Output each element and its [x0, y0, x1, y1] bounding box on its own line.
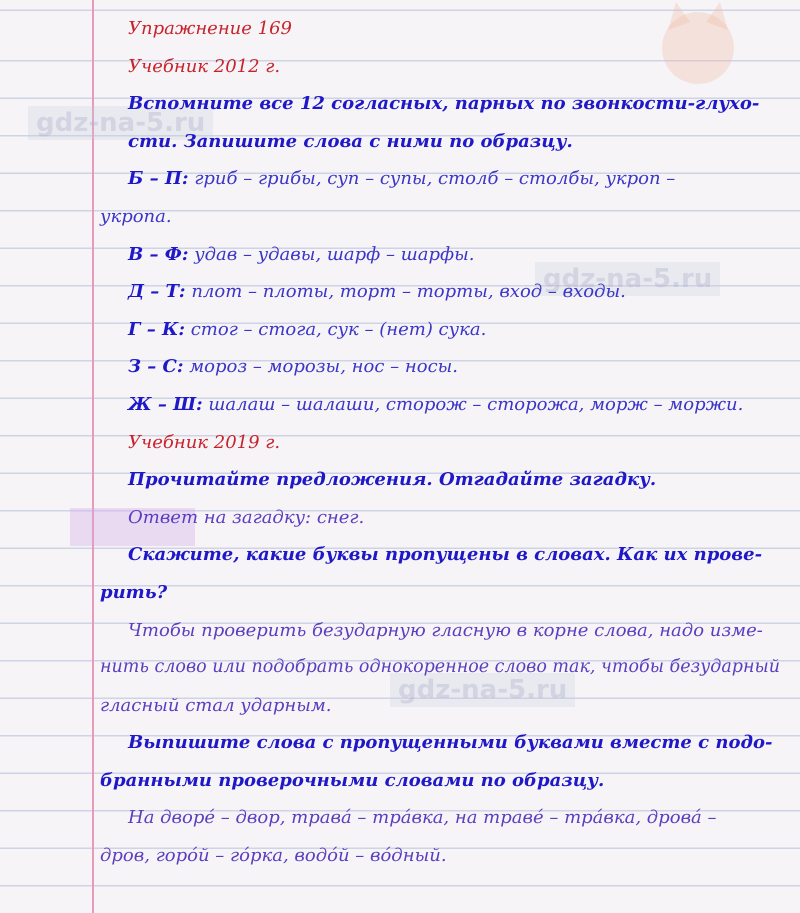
explanation-line-3: гласный стал ударным. — [100, 694, 332, 716]
task-3-line-1: Скажите, какие буквы пропущены в словах. Как их прове- — [128, 544, 763, 566]
task-1-line-2: сти. Запишите слова с ними по образцу. — [128, 130, 573, 152]
pair-row-zh-sh — [128, 386, 792, 424]
pair-row-b-p — [128, 160, 792, 198]
pair-label: В – Ф: — [128, 243, 189, 265]
pair-words: стог – стога, сук – (нет) сука. — [190, 318, 487, 340]
pair-words: шалаш – шалаши, сторож – сторожа, морж – моржи. — [208, 393, 744, 415]
pair-row-b-p-continued — [100, 198, 792, 236]
explanation-line-1: Чтобы проверить безударную гласную в корне слова, надо изме- — [128, 619, 763, 641]
riddle-answer: Ответ на загадку: снег. — [128, 506, 365, 528]
pair-label: Ж – Ш: — [128, 393, 203, 415]
pair-label: Д – Т: — [128, 281, 186, 303]
task-4-line-2: бранными проверочными словами по образцу. — [100, 769, 605, 791]
watermark: gdz-na-5.ru — [535, 262, 720, 296]
task-2: Прочитайте предложения. Отгадайте загадку. — [128, 469, 657, 491]
pair-row-z-s — [128, 348, 792, 386]
task-1-line-1: Вспомните все 12 согласных, парных по звонкости-глухо- — [128, 93, 760, 115]
pair-label: Б – П: — [128, 168, 189, 190]
textbook-2019-label: Учебник 2019 г. — [128, 431, 281, 453]
examples-line-2: дров, горо́й – го́рка, водо́й – во́дный. — [100, 845, 447, 867]
pair-row-g-k — [128, 311, 792, 349]
task-4-line-1: Выпишите слова с пропущенными буквами вместе с подо- — [128, 732, 773, 754]
pair-words: гриб – грибы, суп – супы, столб – столбы, укроп – — [194, 168, 676, 190]
pair-words: плот – плоты, торт – торты, вход – входы. — [191, 281, 626, 303]
pair-words-continued: укропа. — [100, 205, 172, 227]
watermark: gdz-na-5.ru — [390, 673, 575, 707]
notebook-margin-line — [92, 0, 94, 913]
task-3-line-2: рить? — [100, 581, 168, 603]
pair-words: мороз – морозы, нос – носы. — [189, 356, 459, 378]
pair-label: З – С: — [128, 356, 184, 378]
exercise-title: Упражнение 169 — [128, 18, 293, 39]
pair-words: удав – удавы, шарф – шарфы. — [194, 243, 475, 265]
pair-label: Г – К: — [128, 318, 185, 340]
watermark: gdz-na-5.ru — [28, 106, 213, 140]
pair-row-v-f — [128, 236, 792, 274]
examples-line-1: На дворе́ – двор, трава́ – тра́вка, на траве́ – тра́вка, дрова́ – — [128, 807, 717, 829]
textbook-2012-label: Учебник 2012 г. — [128, 55, 281, 77]
pair-row-d-t — [128, 273, 792, 311]
explanation-line-2: нить слово или подобрать однокоренное слово так, чтобы безударный — [100, 657, 781, 678]
